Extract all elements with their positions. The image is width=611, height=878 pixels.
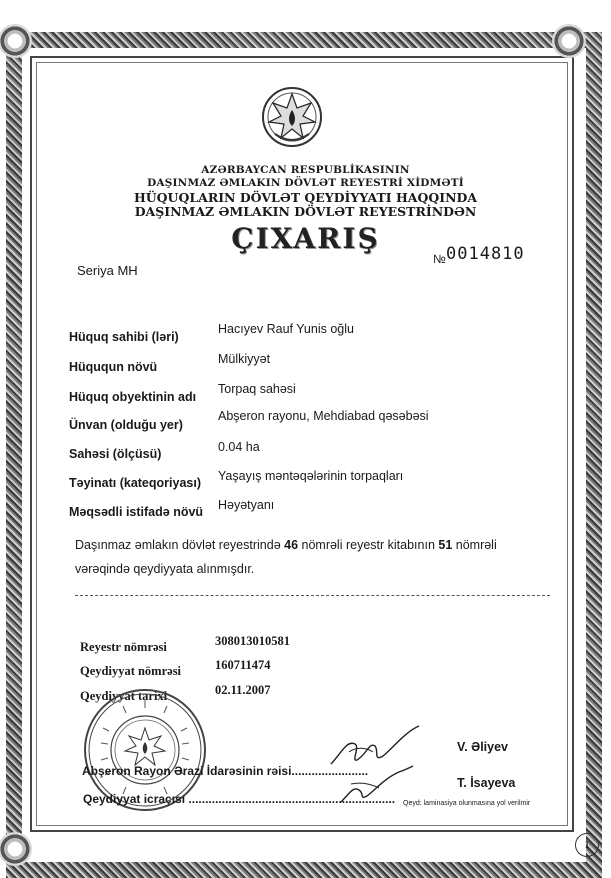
registration-number-label: Qeydiyyat nömrəsi (80, 664, 182, 678)
field-label-purpose: Məqsədli istifadə növü (69, 505, 204, 519)
registry-statement-part3: nömrəli (452, 538, 497, 552)
registry-statement (75, 533, 545, 581)
registry-statement-line2: vərəqində qeydiyyata alınmışdır. (75, 562, 255, 576)
corner-ornament-top-right (552, 24, 586, 58)
registrar-title-text: Qeydiyyat icraçısı (83, 792, 186, 806)
field-value-right-type: Mülkiyyət (218, 352, 271, 366)
registration-date-value: 02.11.2007 (215, 683, 271, 697)
head-title-text: Abşeron Rayon Ərazi İdarəsinin rəisi (82, 764, 292, 778)
field-value-owner: Hacıyev Rauf Yunis oğlu (218, 322, 354, 336)
page-marker: 1 (575, 833, 599, 857)
header-line-3: HÜQUQLARIN DÖVLƏT QEYDİYYATI HAQQINDA (133, 190, 478, 205)
registry-number-value: 308013010581 (215, 634, 290, 648)
registrar-name: T. İsayeva (457, 776, 516, 790)
field-label-object-name: Hüquq obyektinin adı (69, 390, 197, 404)
registry-page-number: 51 (438, 538, 453, 552)
dashed-divider (75, 595, 550, 596)
field-value-object-name: Torpaq sahəsi (218, 382, 296, 396)
field-value-area: 0.04 ha (218, 440, 260, 454)
field-value-address: Abşeron rayonu, Mehdiabad qəsəbəsi (218, 409, 429, 423)
field-label-right-type: Hüququn növü (69, 360, 158, 374)
header-line-4: DAŞINMAZ ƏMLAKIN DÖVLƏT REYESTRİNDƏN (134, 204, 477, 219)
head-name: V. Əliyev (457, 740, 509, 754)
lamination-note: Qeyd: laminasiya olunmasına yol verilmir (403, 800, 531, 807)
field-value-category: Yaşayış məntəqələrinin torpaqları (218, 469, 404, 483)
registry-statement-part1: Daşınmaz əmlakın dövlət reyestrində (75, 538, 285, 552)
registration-number-value: 160711474 (215, 658, 271, 672)
registry-number-label: Reyestr nömrəsi (80, 640, 167, 654)
head-signature-line: ....................... (291, 764, 369, 778)
field-label-owner: Hüquq sahibi (ləri) (69, 330, 179, 344)
head-title (82, 764, 368, 778)
state-emblem-icon (261, 86, 323, 148)
field-label-area: Sahəsi (ölçüsü) (69, 447, 162, 461)
corner-ornament-top-left (0, 24, 32, 58)
document-title: ÇIXARIŞ (231, 222, 380, 255)
registration-date-label: Qeydiyyat tarixi (80, 689, 168, 703)
field-value-purpose: Həyətyanı (218, 498, 275, 512)
field-label-address: Ünvan (olduğu yer) (69, 418, 183, 432)
document-number: 0014810 (446, 244, 525, 264)
corner-ornament-bottom-left (0, 832, 32, 866)
header-line-1: AZƏRBAYCAN RESPUBLİKASININ (201, 164, 410, 176)
header-line-2: DAŞINMAZ ƏMLAKIN DÖVLƏT REYESTRİ XİDMƏTİ (147, 177, 464, 189)
registry-book-number: 46 (284, 538, 299, 552)
registry-statement-part2: nömrəli reyestr kitabının (298, 538, 439, 552)
field-label-category: Təyinatı (kateqoriyası) (69, 476, 201, 490)
series-label: Seriya MH (77, 263, 138, 278)
registrar-signature-line: .............................................................. (185, 792, 396, 806)
number-sign: № (433, 252, 446, 266)
